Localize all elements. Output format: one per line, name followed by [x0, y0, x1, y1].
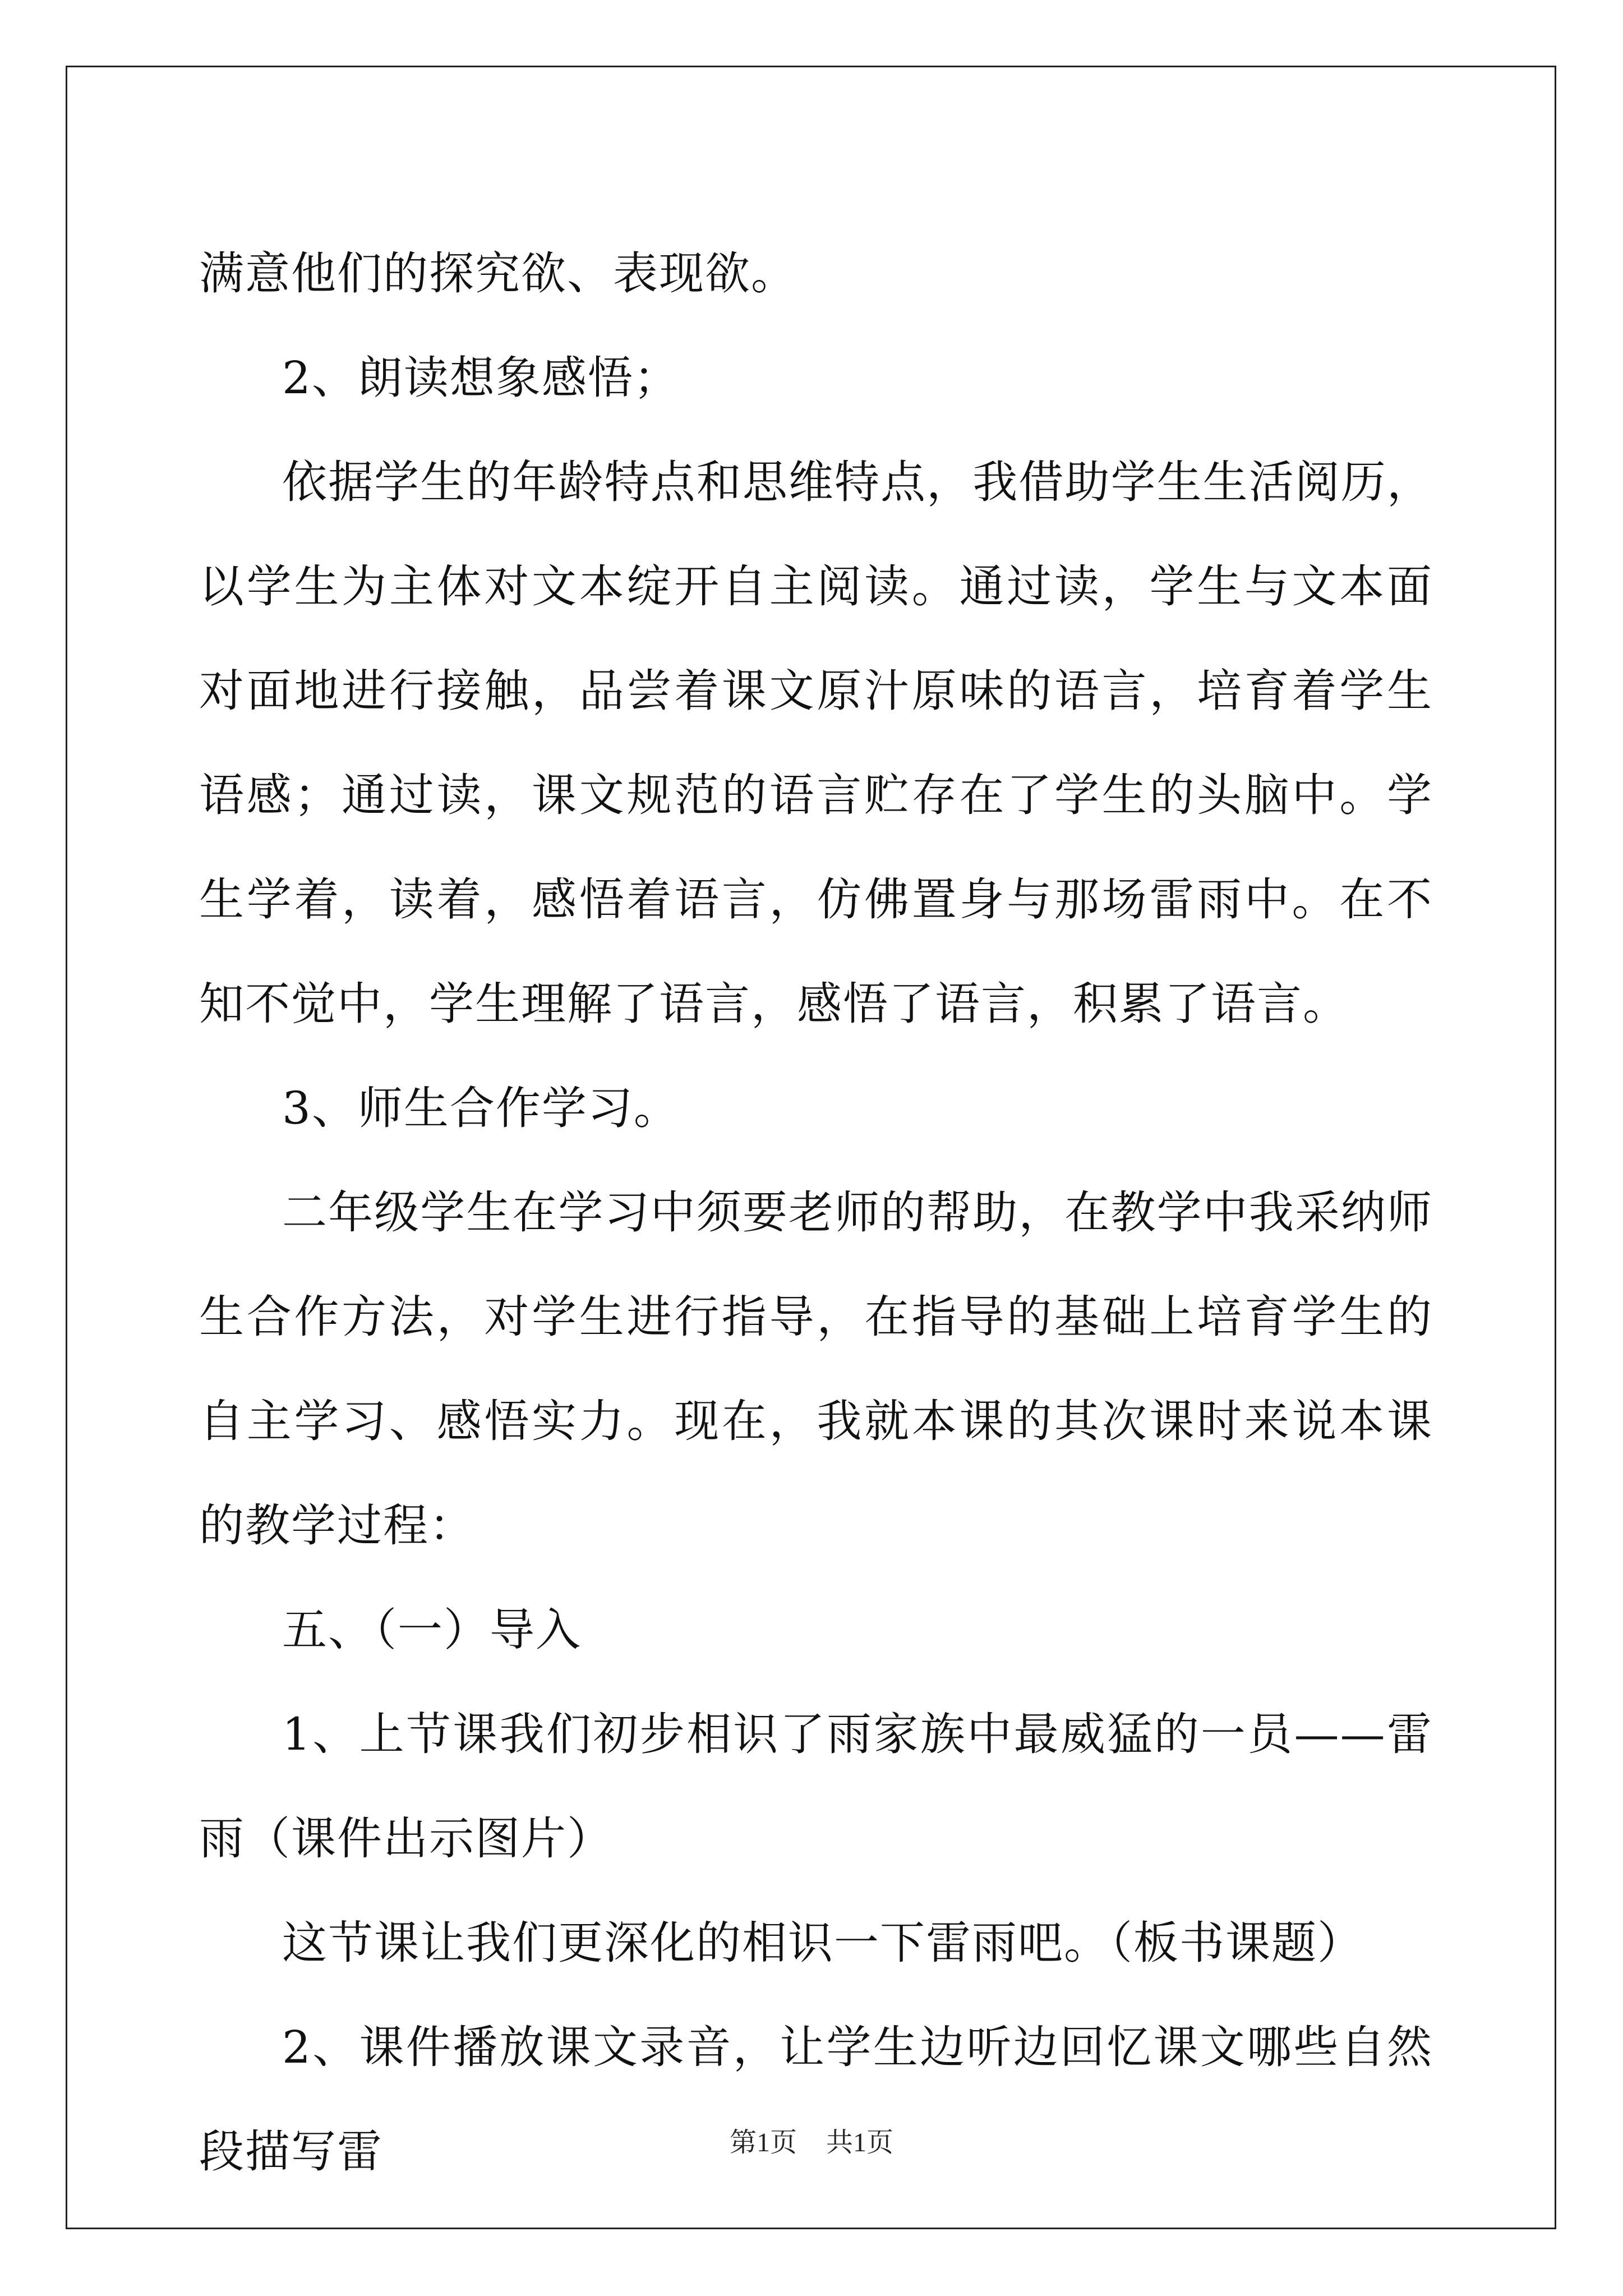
page-number: 第1页: [729, 2128, 797, 2157]
paragraph-1: 满意他们的探究欲、表现欲。: [199, 247, 797, 300]
paragraph-3: 依据学生的年龄特点和思维特点，我借助学生生活阅历，以学生为主体对文本绽开自主阅读。通过读，学生与文本面对面地进行接触，品尝着课文原汁原味的语言，培育着学生语感；通过读，课文规范的语言贮存在了学生的头脑中。学生学着，读着，感悟着语言，仿佛置身与那场雷雨中。在不知不觉中，学生理解了语言，感悟了语言，积累了语言。: [199, 456, 1433, 1030]
paragraph-8: 这节课让我们更深化的相识一下雷雨吧。（板书课题）: [282, 1917, 1363, 1969]
paragraph-5: 二年级学生在学习中须要老师的帮助，在教学中我采纳师生合作方法，对学生进行指导，在指导的基础上培育学生的自主学习、感悟实力。现在，我就本课的其次课时来说本课的教学过程：: [199, 1186, 1433, 1552]
paragraph-4: 3、师生合作学习。: [282, 1082, 680, 1134]
paragraph-6: 五、（一）导入: [282, 1604, 582, 1656]
paragraph-9: 2、课件播放课文录音，让学生边听边回忆课文哪些自然段描写雷: [199, 2021, 1433, 2178]
page-footer: [0, 2126, 1623, 2160]
page-total: 共1页: [826, 2128, 894, 2157]
paragraph-2: 2、朗读想象感悟；: [282, 352, 680, 404]
document-body: [199, 222, 1433, 2204]
paragraph-7: 1、上节课我们初步相识了雨家族中最威猛的一员——雷雨（课件出示图片）: [199, 1708, 1433, 1865]
